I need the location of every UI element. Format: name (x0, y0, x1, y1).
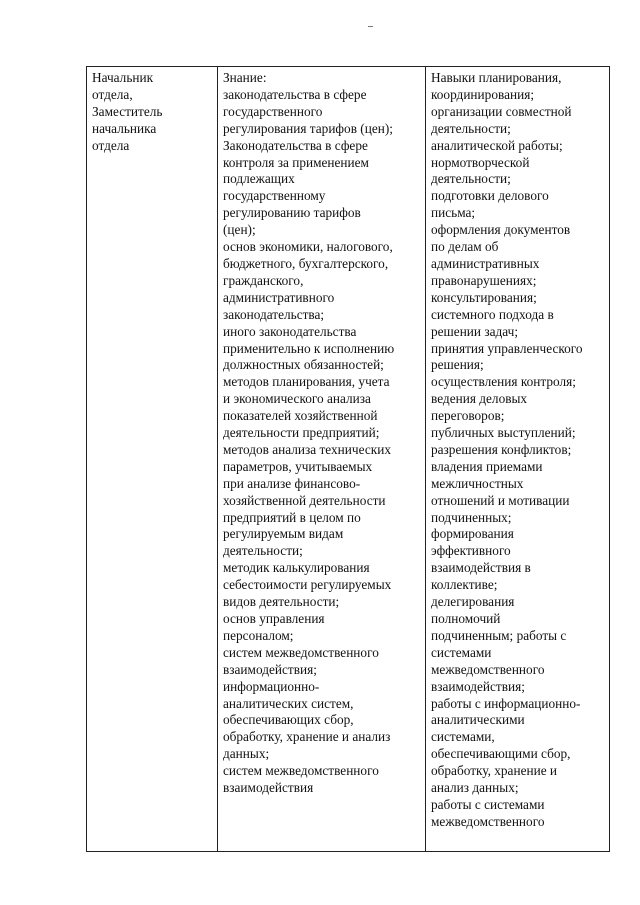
text-line: регулирования тарифов (цен); (223, 120, 393, 136)
text-line: подлежащих (223, 171, 295, 187)
text-line: обеспечивающими сбор, (431, 746, 571, 762)
text-line: межведомственного (431, 813, 545, 829)
text-line: обеспечивающих сбор, (223, 712, 354, 728)
text-line: формирования (431, 526, 514, 542)
text-line: информационно- (223, 678, 320, 694)
text-line: государственному (223, 188, 326, 204)
text-line: решения; (431, 357, 484, 373)
text-line: при анализе финансово- (223, 475, 361, 491)
text-line: административного (223, 289, 335, 305)
text-line: Знание: (223, 70, 267, 85)
text-line: отдела, (92, 86, 133, 102)
text-line: владения приемами (431, 458, 543, 474)
text-line: гражданского, (223, 272, 304, 288)
text-line: аналитической работы; (431, 137, 563, 153)
text-line: подчиненных; (431, 509, 512, 525)
text-line: системного подхода в (431, 306, 554, 322)
text-line: работы с системами (431, 796, 545, 812)
text-line: регулируемым видам (223, 526, 344, 542)
text-line: взаимодействия (223, 780, 314, 796)
text-line: применительно к исполнению (223, 340, 395, 356)
text-line: системами (431, 644, 492, 660)
text-line: контроля за применением (223, 154, 369, 170)
text-line: параметров, учитываемых (223, 458, 373, 474)
text-line: иного законодательства (223, 323, 357, 339)
text-line: законодательства; (223, 306, 325, 322)
text-line: организации совместной (431, 103, 572, 119)
text-line: координирования; (431, 86, 535, 102)
qualification-requirements-table (86, 66, 610, 852)
text-line: законодательства в сфере (223, 86, 367, 102)
text-line: эффективного (431, 543, 511, 559)
text-line: основ экономики, налогового, (223, 239, 393, 255)
text-line: должностных обязанностей; (223, 357, 384, 373)
text-line: разрешения конфликтов; (431, 441, 572, 457)
skills-cell (426, 67, 610, 852)
text-line: государственного (223, 103, 323, 119)
text-line: методов планирования, учета (223, 374, 390, 390)
text-line: коллективе; (431, 577, 498, 593)
text-line: аналитических систем, (223, 695, 354, 711)
text-line: по делам об (431, 239, 499, 255)
text-line: оформления документов (431, 222, 571, 238)
knowledge-lines (223, 70, 420, 797)
text-line: деятельности предприятий; (223, 425, 380, 441)
text-line: и экономического анализа (223, 391, 371, 407)
text-line: (цен); (223, 222, 256, 238)
text-line: отдела (92, 137, 130, 153)
text-line: основ управления (223, 611, 325, 626)
text-line: делегирования (431, 594, 515, 610)
text-line: подготовки делового (431, 188, 549, 204)
text-line: деятельности; (431, 171, 511, 187)
text-line: административных (431, 255, 540, 271)
text-line: подчиненным; работы с (431, 627, 567, 643)
text-line: полномочий (431, 611, 501, 626)
text-line: отношений и мотивации (431, 492, 570, 508)
text-line: взаимодействия; (431, 678, 525, 694)
text-line: Законодательства в сфере (223, 137, 368, 153)
scan-speck (368, 26, 373, 27)
text-line: работы с информационно- (431, 695, 581, 711)
text-line: межведомственного (431, 661, 545, 677)
text-line: показателей хозяйственной (223, 408, 378, 424)
text-line: деятельности; (223, 543, 303, 559)
position-lines (92, 70, 212, 155)
table-row (87, 67, 610, 852)
text-line: себестоимости регулируемых (223, 577, 392, 593)
text-line: хозяйственной деятельности (223, 492, 386, 508)
text-line: решении задач; (431, 323, 519, 339)
text-line: обработку, хранение и (431, 763, 558, 779)
text-line: начальника (92, 120, 157, 136)
text-line: осуществления контроля; (431, 374, 576, 390)
text-line: данных; (223, 746, 270, 762)
text-line: методик калькулирования (223, 560, 370, 576)
text-line: Навыки планирования, (431, 70, 562, 85)
text-line: ведения деловых (431, 391, 528, 407)
text-line: межличностных (431, 475, 524, 491)
text-line: систем межведомственного (223, 644, 379, 660)
text-line: методов анализа технических (223, 441, 391, 457)
text-line: переговоров; (431, 408, 505, 424)
text-line: Начальник (92, 70, 154, 85)
text-line: деятельности; (431, 120, 511, 136)
text-line: аналитическими (431, 712, 525, 728)
text-line: взаимодействия; (223, 661, 317, 677)
text-line: видов деятельности; (223, 594, 340, 610)
text-line: правонарушениях; (431, 272, 537, 288)
knowledge-cell (218, 67, 426, 852)
text-line: систем межведомственного (223, 763, 379, 779)
text-line: принятия управленческого (431, 340, 583, 356)
skills-lines (431, 70, 604, 831)
text-line: взаимодействия в (431, 560, 531, 576)
text-line: бюджетного, бухгалтерского, (223, 255, 389, 271)
text-line: публичных выступлений; (431, 425, 576, 441)
text-line: персоналом; (223, 627, 294, 643)
text-line: предприятий в целом по (223, 509, 361, 525)
text-line: регулированию тарифов (223, 205, 361, 221)
text-line: нормотворческой (431, 154, 530, 170)
text-line: консультирования; (431, 289, 537, 305)
text-line: анализ данных; (431, 780, 519, 796)
text-line: системами, (431, 729, 495, 745)
position-cell (87, 67, 218, 852)
text-line: письма; (431, 205, 476, 221)
text-line: обработку, хранение и анализ (223, 729, 391, 745)
text-line: Заместитель (92, 103, 163, 119)
